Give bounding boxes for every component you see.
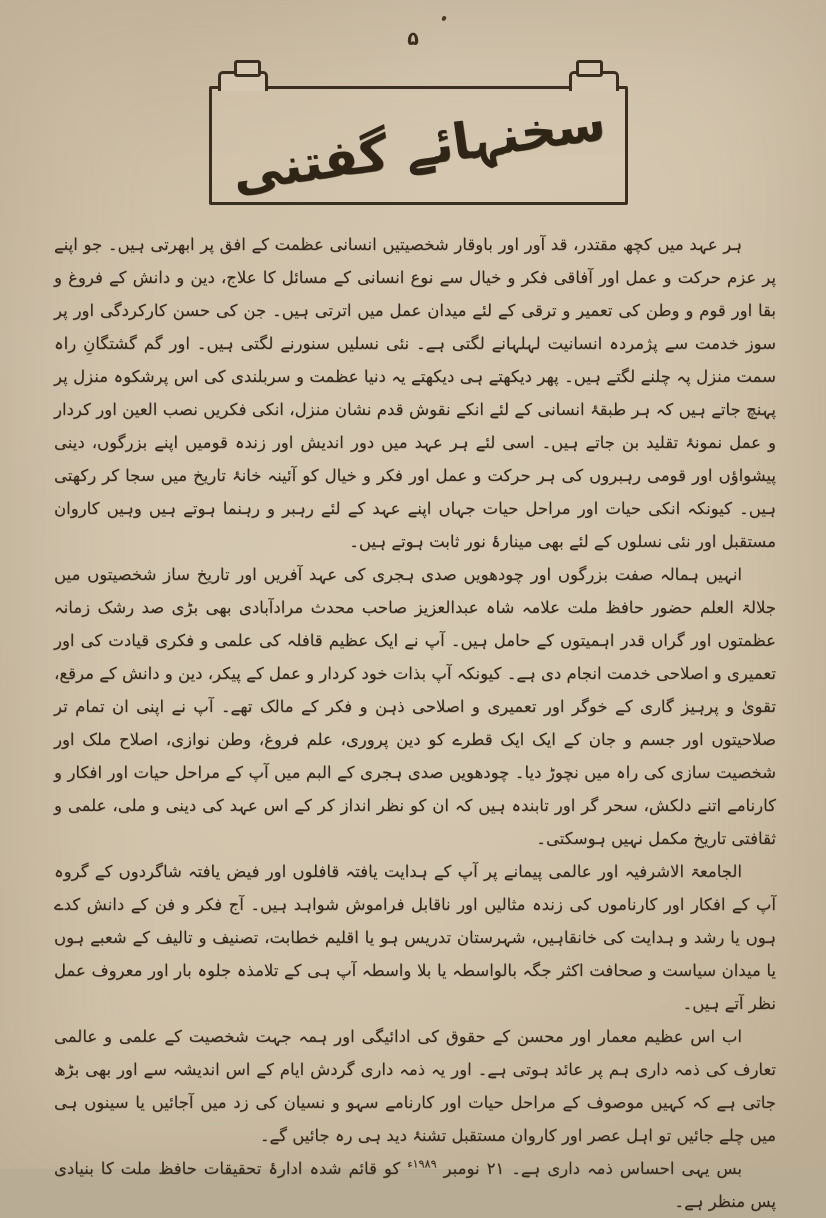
scroll-knob-left-icon <box>218 71 268 91</box>
title-banner <box>209 86 628 205</box>
founding-year: ۱۹۸۹ء <box>407 1157 437 1171</box>
body-paragraph-4: اب اس عظیم معمار اور محسن کے حقوق کی ادائیگی اور ہمہ جہت شخصیت کے علمی و عالمی تعارف کی ذمہ داری ہم پر عائد ہوتی ہے۔ اور یہ ذمہ داری گردش ایام کے اس اندیشہ سے اور بھی بڑھ جاتی ہے کہ کہیں موصوف کے مراحل حیات اور کارنامے سہو و نسیان کی زد میں آجائیں یا سینوں ہی میں چلے جائیں تو اہل عصر اور کاروان مستقبل تشنۂ دید ہی رہ جائیں گے۔ <box>54 1027 776 1145</box>
body-paragraph-1: ہر عہد میں کچھ مقتدر، قد آور اور باوقار شخصیتیں انسانی عظمت کے افق پر ابھرتی ہیں۔ جو اپنے پر عزم حرکت و عمل اور آفاقی فکر و خیال سے نوع انسانی کے مسائل کا علاج، دین و دانش کے فروغ و بقا اور قوم و وطن کی تعمیر و ترقی کے لئے میدان عمل میں اترتی ہیں۔ جن کی حسن کارکردگی اور پر سوز خدمت سے پژمردہ انسانیت لہلہانے لگتی ہے۔ نئی نسلیں سنورنے لگتی ہیں۔ اور گم گشتگانِ راہ سمت منزل پہ چلنے لگتے ہیں۔ پھر دیکھتے ہی دیکھتے یہ دنیا عظمت و سربلندی کی اس پرشکوہ منزل پر پہنچ جاتے ہیں کہ ہر طبقۂ انسانی کے لئے انکے نقوش قدم نشان منزل، انکی فکریں نصب العین اور کردار و عمل نمونۂ تقلید بن جاتے ہیں۔ اسی لئے ہر عہد میں دور اندیش اور زندہ قومیں اپنے بزرگوں، دینی پیشواؤں اور قومی رہبروں کی ہر حرکت و عمل اور فکر و خیال کو آئینہ خانۂ تاریخ میں سجا کر رکھتی ہیں۔ کیونکہ انکی حیات اور مراحل حیات جہاں اپنے عہد کے لئے رہبر و رہنما ہوتے ہیں وہیں کاروان مستقبل اور نئی نسلوں کے لئے بھی مینارۂ نور ثابت ہوتے ہیں۔ <box>54 235 776 551</box>
closing-text-pre: بس یہی احساس ذمہ داری ہے۔ ۲۱ نومبر <box>436 1159 742 1178</box>
body-paragraph-3: الجامعۃ الاشرفیہ اور عالمی پیمانے پر آپ کے ہدایت یافتہ قافلوں اور فیض یافتہ شاگردوں کے گروہ آپ کے افکار اور کارناموں کی زندہ مثالیں اور ناقابل فراموش شواہد ہیں۔ آج فکر و فن کے دانش کدے ہوں یا رشد و ہدایت کی خانقاہیں، شہرستان تدریس ہو یا اقلیم خطابت، تصنیف و تالیف کے شعبے ہوں یا میدان سیاست و صحافت اکثر جگہ بالواسطہ یا بلا واسطہ آپ ہی کے تلامذہ جلوہ بار اور معروف عمل نظر آتے ہیں۔ <box>54 862 776 1013</box>
body-text <box>54 228 776 1211</box>
body-paragraph-2: انہیں ہمالہ صفت بزرگوں اور چودھویں صدی ہجری کی عہد آفریں اور تاریخ ساز شخصیتوں میں جلالۃ العلم حضور حافظ ملت علامہ شاہ عبدالعزیز صاحب محدث مرادآبادی بھی بڑی صد رشک زمانہ عظمتوں اور گراں قدر اہمیتوں کے حامل ہیں۔ آپ نے ایک عظیم قافلہ کی علمی و فکری قیادت کی اور تعمیری و اصلاحی خدمت انجام دی ہے۔ کیونکہ آپ بذات خود کردار و عمل کے پیکر، دین و دانش کے مرقع، تقویٰ و پرہیز گاری کے خوگر اور تعمیری و اصلاحی ذہن و فکر کے مالک تھے۔ آپ نے اپنی ان تمام تر صلاحیتوں اور جسم و جان کے ایک ایک قطرے کو دین پروری، علم فروغ، وطن نوازی، اصلاح ملک اور شخصیت سازی کی راہ میں نچوڑ دیا۔ چودھویں صدی ہجری کے البم میں آپ کے مراحل حیات اور افکار و کارنامے اتنے دلکش، سحر گر اور تابندہ ہیں کہ ان کو نظر انداز کر کے اس عہد کی دینی و ملی، علمی و ثقافتی تاریخ مکمل نہیں ہوسکتی۔ <box>54 565 776 848</box>
body-paragraph-closing <box>54 1152 776 1218</box>
closing-text-post: کو قائم شدہ ادارۂ تحقیقات حافظ ملت کا بنیادی پس منظر ہے۔ <box>54 1159 776 1211</box>
ink-speck <box>441 15 446 21</box>
page-number: ۵ <box>407 28 419 50</box>
page-title: سخنہائے گفتنی <box>228 92 609 203</box>
